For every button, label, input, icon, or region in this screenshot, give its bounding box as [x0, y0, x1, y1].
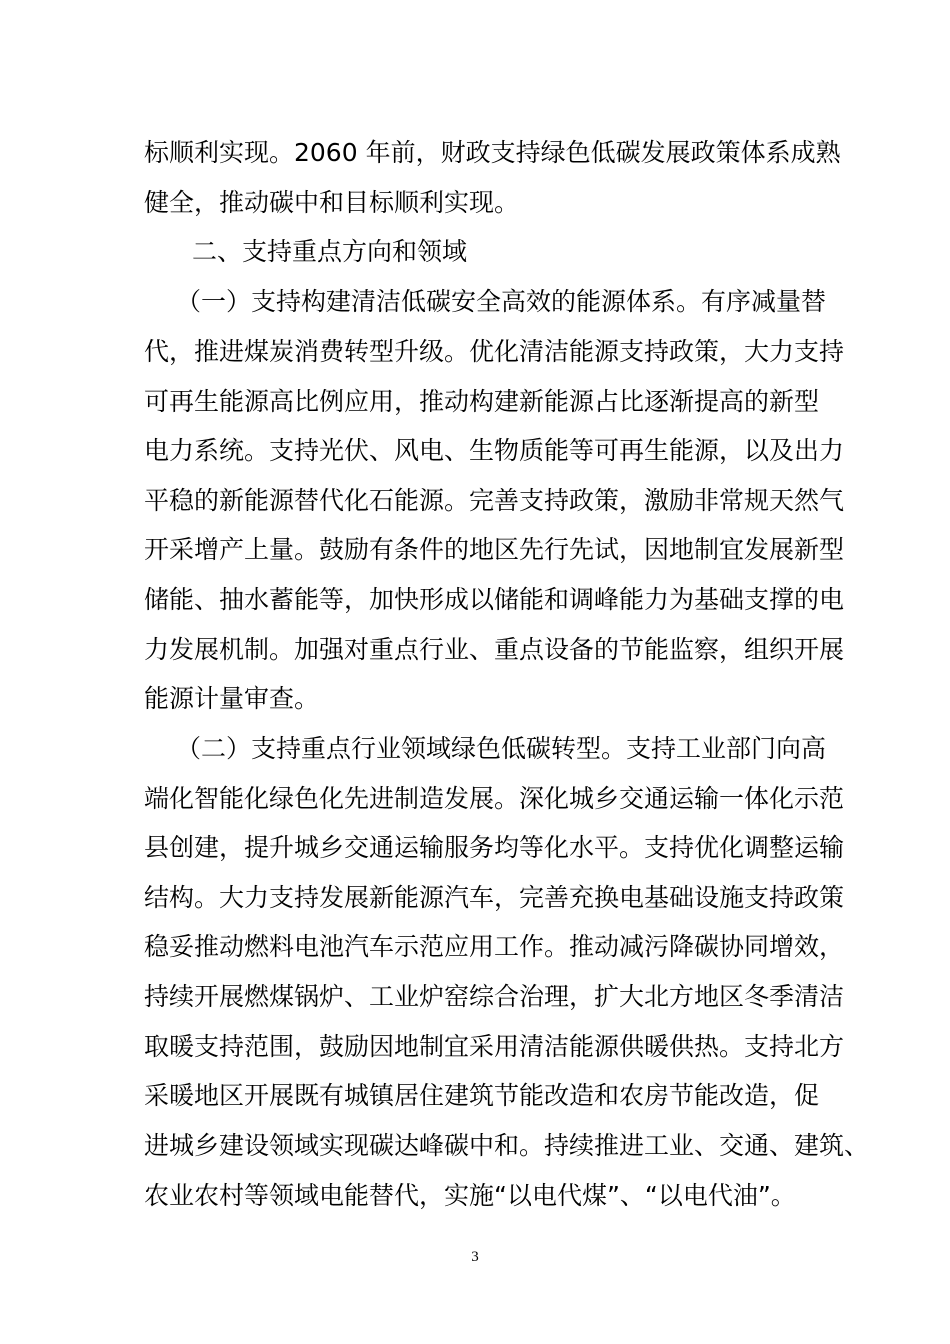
text-line: 采暖地区开展既有城镇居住建筑节能改造和农房节能改造，促	[144, 1081, 820, 1110]
text-line: 可再生能源高比例应用，推动构建新能源占比逐渐提高的新型	[144, 387, 820, 416]
text-line: 持续开展燃煤锅炉、工业炉窑综合治理，扩大北方地区冬季清洁	[144, 982, 845, 1011]
subsection-heading-line: （二）支持重点行业领域绿色低碳转型。支持工业部门向高	[176, 734, 827, 763]
text-line: 取暖支持范围，鼓励因地制宜采用清洁能源供暖供热。支持北方	[144, 1032, 845, 1061]
subsection-heading-line: （一）支持构建清洁低碳安全高效的能源体系。有序减量替	[176, 287, 827, 316]
text-line: 标顺利实现。2060 年前，财政支持绿色低碳发展政策体系成熟	[144, 138, 841, 167]
text-line: 代，推进煤炭消费转型升级。优化清洁能源支持政策，大力支持	[144, 337, 845, 366]
text-line: 稳妥推动燃料电池汽车示范应用工作。推动减污降碳协同增效，	[144, 932, 845, 961]
text-line: 开采增产上量。鼓励有条件的地区先行先试，因地制宜发展新型	[144, 535, 845, 564]
text-line: 健全，推动碳中和目标顺利实现。	[144, 188, 520, 217]
section-heading: 二、支持重点方向和领域	[192, 237, 468, 266]
text-line: 能源计量审查。	[144, 684, 320, 713]
text-line: 进城乡建设领域实现碳达峰碳中和。持续推进工业、交通、建筑、	[144, 1131, 870, 1160]
text-line: 结构。大力支持发展新能源汽车，完善充换电基础设施支持政策	[144, 883, 845, 912]
text-line: 平稳的新能源替代化石能源。完善支持政策，激励非常规天然气	[144, 486, 845, 515]
text-line: 储能、抽水蓄能等，加快形成以储能和调峰能力为基础支撑的电	[144, 585, 845, 614]
text-line: 农业农村等领域电能替代，实施“以电代煤”、“以电代油”。	[144, 1181, 796, 1210]
text-line: 力发展机制。加强对重点行业、重点设备的节能监察，组织开展	[144, 635, 845, 664]
page-number: 3	[471, 1249, 479, 1265]
text-line: 电力系统。支持光伏、风电、生物质能等可再生能源，以及出力	[144, 436, 845, 465]
text-line: 端化智能化绿色化先进制造发展。深化城乡交通运输一体化示范	[144, 784, 845, 813]
text-line: 县创建，提升城乡交通运输服务均等化水平。支持优化调整运输	[144, 833, 845, 862]
